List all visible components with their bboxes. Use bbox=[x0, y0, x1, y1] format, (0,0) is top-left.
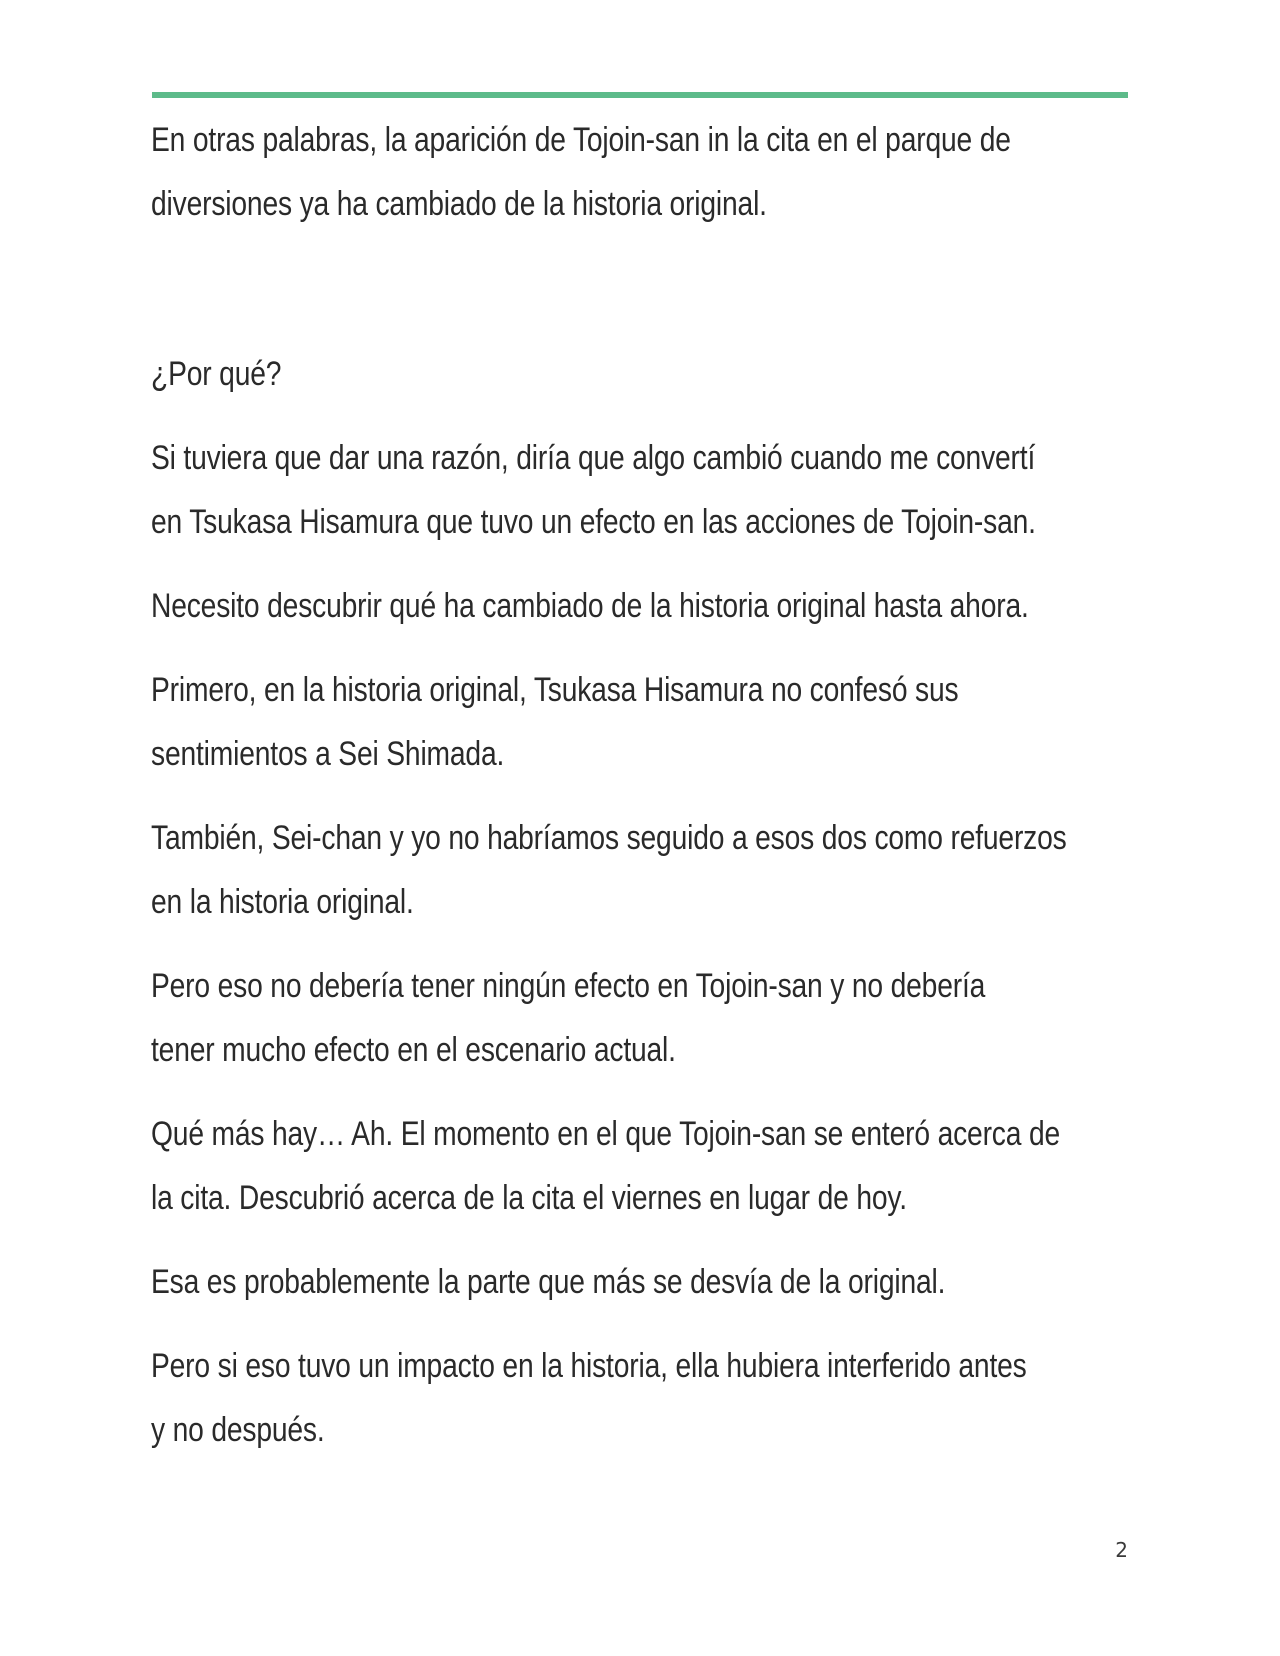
body-text bbox=[151, 108, 1136, 1482]
paragraph: En otras palabras, la aparición de Tojoin-san in la cita en el parque de diversiones ya ha cambiado de la historia original. bbox=[151, 121, 1011, 223]
page-number: 2 bbox=[1115, 1538, 1128, 1562]
paragraph: Si tuviera que dar una razón, diría que algo cambió cuando me convertí en Tsukasa Hisamura que tuvo un efecto en las acciones de Tojoin-san. bbox=[151, 439, 1036, 541]
section-divider bbox=[152, 92, 1128, 98]
paragraph: Pero si eso tuvo un impacto en la historia, ella hubiera interferido antes y no después. bbox=[151, 1347, 1027, 1449]
paragraph: Qué más hay… Ah. El momento en el que Tojoin-san se enteró acerca de la cita. Descubrió acerca de la cita el viernes en lugar de hoy. bbox=[151, 1115, 1061, 1217]
paragraph: ¿Por qué? bbox=[151, 355, 282, 393]
paragraph: Primero, en la historia original, Tsukasa Hisamura no confesó sus sentimientos a Sei Shimada. bbox=[151, 671, 959, 773]
paragraph: Esa es probablemente la parte que más se desvía de la original. bbox=[151, 1263, 946, 1301]
paragraph: Necesito descubrir qué ha cambiado de la historia original hasta ahora. bbox=[151, 587, 1029, 625]
paragraph: Pero eso no debería tener ningún efecto en Tojoin-san y no debería tener mucho efecto en el escenario actual. bbox=[151, 967, 986, 1069]
paragraph: También, Sei-chan y yo no habríamos seguido a esos dos como refuerzos en la historia original. bbox=[151, 819, 1067, 921]
